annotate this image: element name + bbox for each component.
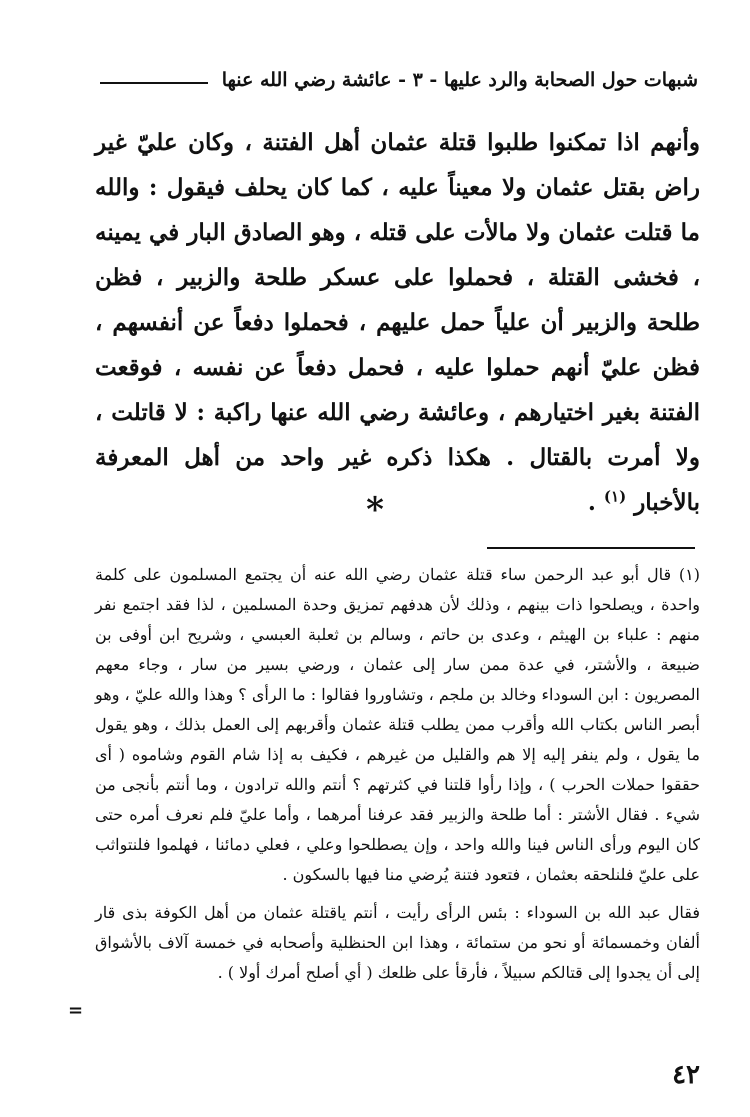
main-text — [95, 120, 700, 525]
paragraph-end: . — [587, 489, 604, 516]
footnote-1: (١) قال أبو عبد الرحمن ساء قتلة عثمان رضي الله عنه أن يجتمع المسلمون على كلمة واحدة ، ويصلحوا ذات بينهم ، وذلك لأن هدفهم تمزيق وحدة المسلمين ، لذا فقد اجتمع نفر منهم : علباء بن الهيثم ، وعدى بن حاتم ، وسالم بن ثعلبة العبسي ، وشريح ابن أوفى بن ضبيعة ، والأشتر، في عدة ممن سار إلى عثمان ، ورضي بسير من سار ، وجاء معهم المصريون : ابن السوداء وخالد بن ملجم ، وتشاوروا فقالوا : ما الرأى ؟ وهذا والله عليّ ، وهو أبصر الناس بكتاب الله وأقرب ممن يطلب قتلة عثمان وأقربهم إلى العمل بذلك ، وهو يقول ما يقول ، ولم ينفر إليه إلا هم والقليل من غيرهم ، فكيف به إذا شام القوم وشاموه ( أى حققوا حملات الحرب ) ، وإذا رأوا قلتنا في كثرتهم ؟ أنتم والله ترادون ، وما أنتم بأنجى من شيء . فقال الأشتر : أما طلحة والزبير فقد عرفنا أمرهما ، وأما عليّ فلم نعرف أمره حتى كان اليوم ورأى الناس فينا والله واحد ، وإن يصطلحوا وعلي ، فعلي دمائنا ، فهلموا فلنتواثب على عليّ فلنلحقه بعثمان ، فتعود فتنة يُرضي منا فيها بالسكون . — [95, 565, 701, 884]
main-paragraph-text: وأنهم اذا تمكنوا طلبوا قتلة عثمان أهل الفتنة ، وكان عليّ غير راض بقتل عثمان ولا معيناً عليه ، كما كان يحلف فيقول : والله ما قتلت عثمان ولا مالأت على قتله ، وهو الصادق البار في يمينه ، فخشى القتلة ، فحملوا على عسكر طلحة والزبير ، فظن طلحة والزبير أن علياً حمل عليهم ، فحملوا دفعاً عن أنفسهم ، فظن عليّ أنهم حملوا عليه ، فحمل دفعاً عن نفسه ، فوقعت الفتنة بغير اختيارهم ، وعائشة رضي الله عنها راكبة : لا قاتلت ، ولا أمرت بالقتال . هكذا ذكره غير واحد من أهل المعرفة بالأخبار — [95, 129, 700, 516]
header-rule — [100, 82, 208, 84]
footnote-reference: (١) — [603, 487, 627, 506]
section-separator: * — [366, 490, 384, 530]
footnotes — [95, 560, 700, 996]
running-header-title: شبهات حول الصحابة والرد عليها - ٣ - عائشة رضي الله عنها — [221, 69, 698, 91]
continuation-mark: = — [68, 1000, 84, 1021]
page-number: ٤٢ — [672, 1060, 700, 1090]
main-paragraph — [95, 120, 700, 525]
footnote-rule — [487, 547, 695, 549]
footnote-1-continued: فقال عبد الله بن السوداء : بئس الرأى رأيت ، أنتم ياقتلة عثمان من أهل الكوفة بذى قار ألفان وخمسمائة أو نحو من ستمائة ، وهذا ابن الحنظلية وأصحابه في خمسة آلاف بالأشواق إلى أن يجدوا إلى قتالكم سبيلاً ، فأرقأ على ظلعك ( أي أصلح أمرك أولا ) . — [95, 903, 700, 982]
running-header — [100, 60, 698, 100]
